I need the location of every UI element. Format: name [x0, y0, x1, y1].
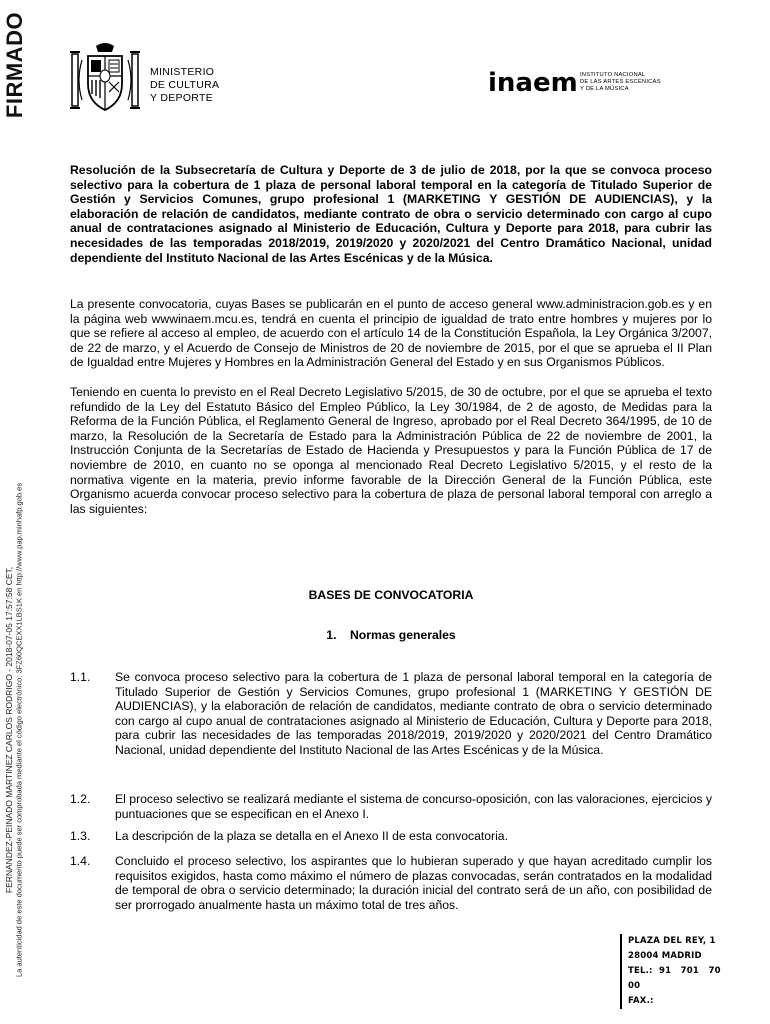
inaem-line: Y DE LA MÚSICA [580, 86, 629, 92]
item-number: 1.4. [70, 854, 91, 868]
item-text: La descripción de la plaza se detalla en el Anexo II de esta convocatoria. [115, 829, 508, 843]
verification-line: La autenticidad de este documento puede ser comprobada mediante el código electrónico: 3FZ60QCEXX1LBS1K en http://www.pap.minhafp.gob.es [14, 482, 24, 978]
inaem-line: DE LAS ARTES ESCÉNICAS [580, 79, 661, 85]
item-text: Se convoca proceso selectivo para la cobertura de 1 plaza de personal laboral temporal en la categoría de Titulado Superior de Gestión y Servicios Comunes, grupo profesional 1 (MARKETING Y GESTIÓN DE AUDIENCIAS), y la elaboración de relación de candidatos, mediante contrato de obra o servicio determinado con cargo al cupo anual de contrataciones asignado al Ministerio de Educación, Cultura y Deporte para 2018, para cubrir las necesidades de las temporadas 2018/2019, 2019/2020 y 2020/2021 del Centro Dramático Nacional, unidad dependiente del Instituto Nacional de las Artes Escénicas y de la Música. [115, 670, 712, 757]
item-text: El proceso selectivo se realizará mediante el sistema de concurso-oposición, con las valoraciones, ejercicios y puntuaciones que se especifican en el Anexo I. [115, 792, 712, 821]
section-heading: 1. Normas generales [326, 628, 456, 642]
signature-margin [0, 440, 26, 1020]
address-street: PLAZA DEL REY, 1 [628, 936, 716, 946]
item-number: 1.1. [70, 670, 91, 684]
address-postal: 28004 MADRID [628, 951, 702, 961]
ministry-name [150, 66, 219, 105]
address-block [620, 934, 728, 1009]
inaem-subtitle [580, 72, 661, 93]
ministry-line: Y DEPORTE [150, 92, 213, 104]
address-tel-cont: 00 [628, 981, 641, 991]
firmado-text: FIRMADO [2, 11, 27, 119]
coat-of-arms-icon [68, 40, 142, 118]
inaem-line: INSTITUTO NACIONAL [580, 72, 646, 78]
address-tel: TEL.: 91 701 70 [628, 966, 721, 976]
document-title: Resolución de la Subsecretaría de Cultura y Deporte de 3 de julio de 2018, por la que se convoca proceso selectivo para la cobertura de 1 plaza de personal laboral temporal en la categoría de Titulado Superior de Gestión y Servicios Comunes, grupo profesional 1 (MARKETING Y GESTIÓN DE AUDIENCIAS), y la elaboración de relación de candidatos, mediante contrato de obra o servicio determinado con cargo al cupo anual de contrataciones asignado al Ministerio de Educación, Cultura y Deporte para 2018, para cubrir las necesidades de las temporadas 2018/2019, 2019/2020 y 2020/2021 del Centro Dramático Nacional, unidad dependiente del Instituto Nacional de las Artes Escénicas y de la Música. [70, 163, 712, 265]
signature-line: FERNANDEZ-PEINADO MARTINEZ CARLOS RODRIGO - 2018-07-05 17:57:58 CET, [4, 566, 14, 894]
item-number: 1.2. [70, 792, 91, 806]
item-text: Concluido el proceso selectivo, los aspirantes que lo hubieran superado y que hayan acreditado cumplir los requisitos exigidos, hasta como máximo el número de plazas convocadas, serán contratados en la modalidad de temporal de obra o servicio determinado; la duración inicial del contrato será de un año, con posibilidad de ser prorrogado anualmente hasta un máximo total de tres años. [115, 854, 712, 912]
bases-heading: BASES DE CONVOCATORIA [308, 588, 474, 602]
paragraph-legal-basis: Teniendo en cuenta lo previsto en el Real Decreto Legislativo 5/2015, de 30 de octubre, por el que se aprueba el texto refundido de la Ley del Estatuto Básico del Empleo Público, la Ley 30/1984, de 2 de agosto, de Medidas para la Reforma de la Función Pública, el Reglamento General de Ingreso, aprobado por el Real Decreto 364/1995, de 10 de marzo, la Resolución de la Secretaría de Estado para la Administración Pública de 22 de noviembre de 2001, la Instrucción Conjunta de la Secretarías de Estado de Hacienda y Presupuestos y para la Función Pública de 17 de noviembre de 2010, en cuanto no se oponga al mencionado Real Decreto Legislativo 5/2015, y el resto de la normativa vigente en la materia, previo informe favorable de la Dirección General de la Función Pública, este Organismo acuerda convocar proceso selectivo para la cobertura de plaza de personal laboral temporal con arreglo a las siguientes: [70, 385, 712, 516]
paragraph-intro: La presente convocatoria, cuyas Bases se publicarán en el punto de acceso general www.administracion.gob.es y en la página web wwwinaem.mcu.es, tendrá en cuenta el principio de igualdad de trato entre hombres y mujeres por lo que se refiere al acceso al empleo, de acuerdo con el artículo 14 de la Constitución Española, la Ley Orgánica 3/2007, de 22 de marzo, y el Acuerdo de Consejo de Ministros de 20 de noviembre de 2015, por el que se aprueba el II Plan de Igualdad entre Mujeres y Hombres en la Administración General del Estado y en sus Organismos Públicos. [70, 297, 712, 370]
ministry-line: MINISTERIO [150, 66, 215, 78]
address-fax: FAX.: [628, 996, 654, 1006]
ministry-line: DE CULTURA [150, 79, 220, 91]
inaem-logo: inaem [488, 68, 578, 98]
item-number: 1.3. [70, 829, 91, 843]
firmado-stamp [2, 10, 28, 120]
